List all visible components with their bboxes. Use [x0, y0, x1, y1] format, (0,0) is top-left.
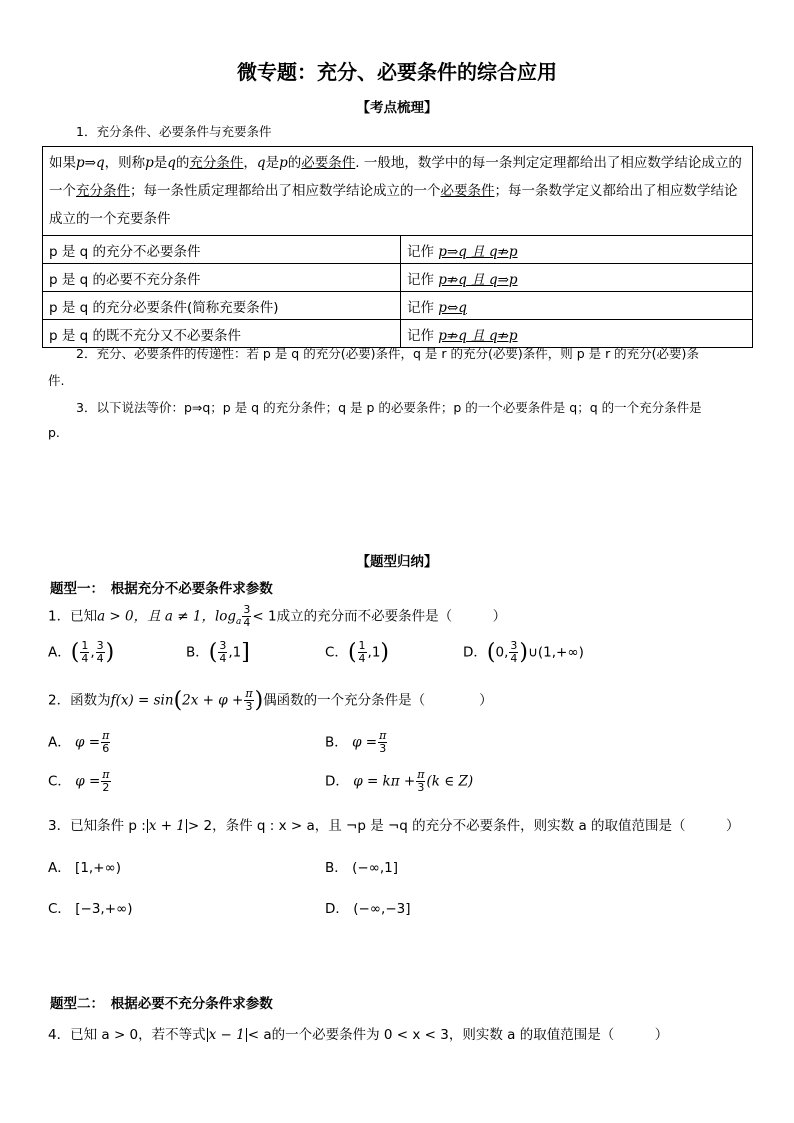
q2-option-c[interactable]: C． φ = $\frac{\pi}{2}$ — [48, 768, 110, 794]
q1-text: 1．已知 — [48, 608, 98, 625]
intro-text: ；每一条数学定义都给出了相应数学结论成立的一个充要条件 — [49, 183, 738, 227]
condition-cell: p 是 q 的充分不必要条件 — [43, 236, 401, 264]
item-2-line-2: 件. — [48, 373, 65, 388]
condition-cell: p 是 q 的既不充分又不必要条件 — [43, 320, 401, 348]
condition-cell: p 是 q 的必要不充分条件 — [43, 264, 401, 292]
notation-relation: p⇏q 且 q⇒p — [438, 271, 518, 288]
intro-cell — [43, 147, 753, 236]
intro-var-p: p — [145, 155, 154, 171]
q1-option-a[interactable]: A．( $\frac{1}{4}$ , $\frac{3}{4}$ ) — [48, 639, 115, 665]
q1-log-base: a — [236, 617, 242, 628]
intro-underlined: 充分条件 — [189, 155, 244, 171]
q3-option-a[interactable]: A． [1,+∞) — [48, 860, 122, 876]
question-2-stem: 2．函数为f(x) = sin(2x + φ + $\frac{\pi}{3}$ )偶函数的一个充分条件是（ ） — [48, 687, 493, 713]
intro-text: 如果 — [49, 155, 76, 171]
item-3-line-1: 3．以下说法等价：p⇒q；p 是 q 的充分条件；q 是 p 的必要条件；p 的一个必要条件是 q；q 的一个充分条件是 — [76, 400, 702, 415]
intro-underlined: 必要条件 — [301, 155, 356, 171]
intro-text: ；每一条性质定理都给出了相应数学结论成立的一个 — [130, 183, 441, 199]
type-2-heading: 题型二： 根据必要不充分条件求参数 — [50, 996, 273, 1012]
q4-math: x − 1 — [208, 1027, 245, 1043]
intro-text: . 一般地，数学中的每一条判定定理都给出了相应数学结论成立的一个 — [49, 155, 742, 199]
table-row — [43, 292, 753, 320]
notation-cell — [401, 264, 753, 292]
q1-math: a > 0，且 a ≠ 1，log — [97, 608, 237, 625]
question-3-stem — [48, 814, 740, 834]
intro-var-q: q — [167, 155, 176, 171]
q1-option-b[interactable]: B．( $\frac{3}{4}$ ,1] — [186, 639, 250, 665]
question-1-stem — [48, 604, 506, 629]
intro-text: 是 — [153, 155, 168, 171]
q1-option-d[interactable]: D．(0, $\frac{3}{4}$ )∪(1,+∞) — [463, 639, 584, 665]
q3-option-c[interactable]: C． [−3,+∞) — [48, 901, 133, 917]
notation-cell — [401, 236, 753, 264]
q2-option-b[interactable]: B． φ = $\frac{\pi}{3}$ — [325, 729, 387, 755]
q2-option-d[interactable]: D． φ = kπ + $\frac{\pi}{3}$ (k ∈ Z) — [325, 768, 474, 794]
q3-option-d[interactable]: D． (−∞,−3] — [325, 901, 411, 917]
q2-math: 2x + φ + — [182, 692, 244, 709]
intro-var-p: p — [279, 155, 288, 171]
q3-math: x + 1 — [148, 818, 185, 834]
q3-text: 3．已知条件 p : — [48, 818, 146, 834]
notation-label: 记作 — [407, 299, 434, 316]
q2-text: 偶函数的一个充分条件是（ ） — [263, 692, 493, 709]
q4-text: 4．已知 a > 0，若不等式 — [48, 1027, 206, 1043]
intro-underlined: 必要条件 — [440, 183, 495, 199]
q1-text: < 1成立的充分而不必要条件是（ ） — [252, 608, 507, 625]
notation-relation: p⇒q 且 q⇏p — [438, 243, 518, 260]
type-1-heading: 题型一： 根据充分不必要条件求参数 — [50, 581, 273, 597]
q1-fraction: $\frac{3}{4}$ — [243, 603, 251, 629]
section-heading-types: 【题型归纳】 — [356, 554, 438, 570]
q2-math: f(x) = sin — [110, 692, 174, 709]
q3-option-b[interactable]: B． (−∞,1] — [325, 860, 399, 876]
q2-option-a[interactable]: A． φ = $\frac{\pi}{6}$ — [48, 729, 110, 755]
intro-text: 是 — [265, 155, 280, 171]
notation-label: 记作 — [407, 327, 434, 344]
question-4-stem — [48, 1023, 668, 1043]
intro-text: 的 — [287, 155, 302, 171]
item-3-line-2: p. — [48, 425, 60, 440]
q2-text: 2．函数为 — [48, 692, 111, 709]
item-2-line-1: 2．充分、必要条件的传递性：若 p 是 q 的充分(必要)条件，q 是 r 的充分(必要)条件，则 p 是 r 的充分(必要)条 — [76, 346, 699, 361]
intro-text: 的 — [175, 155, 190, 171]
summary-table — [42, 146, 753, 348]
intro-text: ，则称 — [104, 155, 146, 171]
intro-implies: p⇒q — [76, 155, 105, 171]
notation-label: 记作 — [407, 243, 434, 260]
page-title: 微专题：充分、必要条件的综合应用 — [237, 60, 557, 84]
q1-option-c[interactable]: C．( $\frac{1}{4}$ ,1) — [325, 639, 390, 665]
section-heading-summary: 【考点梳理】 — [356, 100, 438, 116]
notation-label: 记作 — [407, 271, 434, 288]
intro-text: ， — [243, 155, 257, 171]
intro-var-q: q — [256, 155, 266, 171]
notation-relation: p⇏q 且 q⇏p — [438, 327, 518, 344]
condition-cell: p 是 q 的充分必要条件(简称充要条件) — [43, 292, 401, 320]
notation-relation: p⇔q — [438, 299, 467, 316]
q3-text: > 2，条件 q : x > a，且 ¬p 是 ¬q 的充分不必要条件，则实数 a 的取值范围是（ ） — [187, 818, 740, 834]
q4-text: < a的一个必要条件为 0 < x < 3，则实数 a 的取值范围是（ ） — [247, 1027, 669, 1043]
table-row — [43, 264, 753, 292]
item-1-heading: 1．充分条件、必要条件与充要条件 — [76, 124, 272, 139]
notation-cell — [401, 292, 753, 320]
intro-underlined: 充分条件 — [76, 183, 130, 199]
table-row — [43, 236, 753, 264]
